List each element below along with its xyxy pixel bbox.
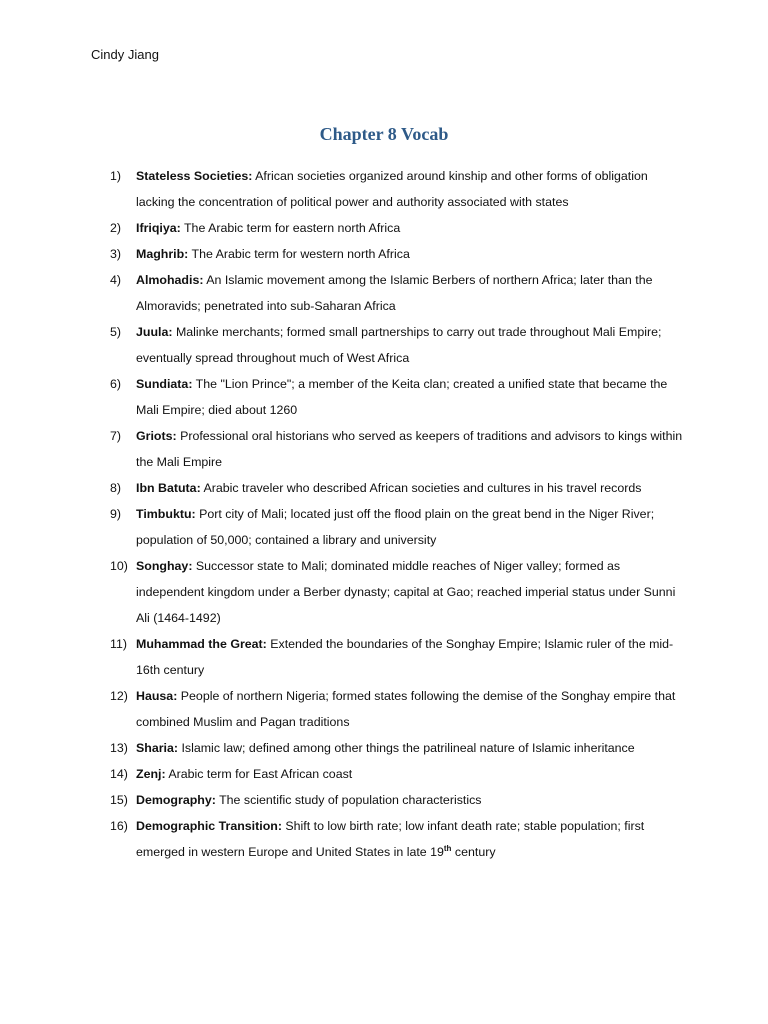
vocab-definition: Islamic law; defined among other things the patrilineal nature of Islamic inheritance <box>178 741 635 755</box>
item-entry <box>136 813 685 865</box>
item-number: 7) <box>110 429 122 443</box>
item-number: 16) <box>110 819 128 833</box>
item-entry <box>136 501 685 553</box>
vocab-term: Demographic Transition: <box>136 819 282 833</box>
item-entry <box>136 553 685 631</box>
vocab-definition: Extended the boundaries of the Songhay Empire; Islamic ruler of the mid-16th century <box>136 637 674 677</box>
vocab-term: Zenj: <box>136 767 166 781</box>
vocab-definition: Professional oral historians who served as keepers of traditions and advisors to kings within the Mali Empire <box>136 429 683 469</box>
vocab-term: Songhay: <box>136 559 193 573</box>
vocab-definition: Successor state to Mali; dominated middle reaches of Niger valley; formed as independent kingdom under a Berber dynasty; capital at Gao; reached imperial status under Sunni Ali (1464-1492) <box>136 559 676 625</box>
item-number: 10) <box>110 559 128 573</box>
vocab-definition: Arabic term for East African coast <box>165 767 353 781</box>
vocab-item <box>110 241 685 267</box>
item-entry <box>136 631 685 683</box>
item-entry <box>136 683 685 735</box>
vocab-item <box>110 267 685 319</box>
item-entry <box>136 241 685 267</box>
vocab-definition: Port city of Mali; located just off the flood plain on the great bend in the Niger River; population of 50,000; contained a library and university <box>136 507 655 547</box>
vocab-definition: The Arabic term for eastern north Africa <box>180 221 401 235</box>
vocab-term: Juula: <box>136 325 173 339</box>
item-number: 1) <box>110 169 122 183</box>
item-entry <box>136 163 685 215</box>
vocab-definition: People of northern Nigeria; formed states following the demise of the Songhay empire that combined Muslim and Pagan traditions <box>136 689 676 729</box>
vocab-definition: The Arabic term for western north Africa <box>188 247 410 261</box>
vocab-term: Stateless Societies: <box>136 169 253 183</box>
vocab-definition: The scientific study of population characteristics <box>215 793 482 807</box>
item-entry <box>136 215 685 241</box>
item-number: 11) <box>110 637 127 651</box>
item-number: 8) <box>110 481 122 495</box>
item-number: 2) <box>110 221 122 235</box>
item-entry <box>136 787 685 813</box>
vocab-term: Demography: <box>136 793 216 807</box>
vocab-item <box>110 735 685 761</box>
vocab-definition: Malinke merchants; formed small partnerships to carry out trade throughout Mali Empire; eventually spread throughout much of West Africa <box>136 325 662 365</box>
item-entry <box>136 761 685 787</box>
item-number: 14) <box>110 767 128 781</box>
item-number: 9) <box>110 507 122 521</box>
vocab-item <box>110 683 685 735</box>
item-entry <box>136 319 685 371</box>
vocab-item <box>110 787 685 813</box>
item-number: 3) <box>110 247 122 261</box>
vocab-item <box>110 215 685 241</box>
vocab-definition: Shift to low birth rate; low infant death rate; stable population; first emerged in western Europe and United States in late 19 <box>136 819 645 859</box>
item-entry <box>136 475 685 501</box>
vocab-term: Ifriqiya: <box>136 221 181 235</box>
vocab-term: Ibn Batuta: <box>136 481 201 495</box>
vocab-definition: An Islamic movement among the Islamic Berbers of northern Africa; later than the Almoravids; penetrated into sub-Saharan Africa <box>136 273 653 313</box>
vocab-term: Muhammad the Great: <box>136 637 267 651</box>
item-entry <box>136 267 685 319</box>
vocab-definition: African societies organized around kinship and other forms of obligation lacking the concentration of political power and authority associated with states <box>136 169 648 209</box>
author-name: Cindy Jiang <box>91 47 159 62</box>
vocab-item <box>110 475 685 501</box>
vocab-item <box>110 319 685 371</box>
vocab-term: Sharia: <box>136 741 179 755</box>
item-number: 5) <box>110 325 122 339</box>
vocab-item <box>110 631 685 683</box>
vocab-item <box>110 163 685 215</box>
vocab-item <box>110 423 685 475</box>
superscript: th <box>443 843 452 853</box>
item-number: 13) <box>110 741 128 755</box>
vocab-term: Griots: <box>136 429 177 443</box>
item-entry <box>136 371 685 423</box>
vocab-term: Timbuktu: <box>136 507 196 521</box>
item-number: 12) <box>110 689 128 703</box>
vocab-term: Maghrib: <box>136 247 189 261</box>
vocab-item <box>110 761 685 787</box>
vocab-list <box>110 163 685 865</box>
item-number: 15) <box>110 793 128 807</box>
page-title: Chapter 8 Vocab <box>319 124 449 144</box>
vocab-definition-end: century <box>451 845 496 859</box>
vocab-term: Hausa: <box>136 689 178 703</box>
vocab-item <box>110 501 685 553</box>
vocab-term: Sundiata: <box>136 377 193 391</box>
vocab-definition: Arabic traveler who described African societies and cultures in his travel records <box>200 481 642 495</box>
item-number: 6) <box>110 377 122 391</box>
vocab-term: Almohadis: <box>136 273 204 287</box>
item-number: 4) <box>110 273 122 287</box>
vocab-item <box>110 371 685 423</box>
vocab-item <box>110 813 685 865</box>
vocab-item <box>110 553 685 631</box>
item-entry <box>136 735 685 761</box>
item-entry <box>136 423 685 475</box>
vocab-definition: The "Lion Prince"; a member of the Keita clan; created a unified state that became the Mali Empire; died about 1260 <box>136 377 668 417</box>
